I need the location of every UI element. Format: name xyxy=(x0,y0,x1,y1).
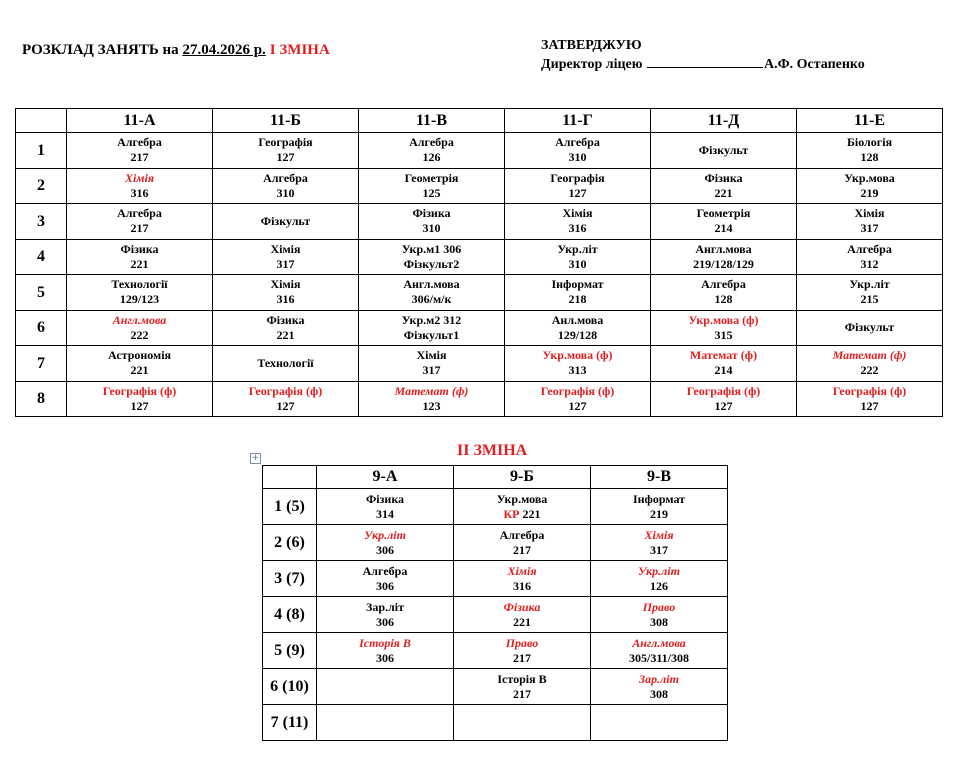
lesson-cell xyxy=(317,597,454,633)
room-number: 217 xyxy=(130,150,149,165)
room-number xyxy=(454,507,590,522)
lesson-number: 3 (7) xyxy=(263,561,317,597)
class-header: 9-Б xyxy=(454,466,591,489)
room-number: Фізкульт1 xyxy=(403,327,460,342)
lesson-cell xyxy=(67,381,213,417)
title-prefix: РОЗКЛАД ЗАНЯТЬ на xyxy=(22,42,183,58)
lesson-cell xyxy=(454,489,591,525)
lesson-cell xyxy=(317,561,454,597)
lesson-cell xyxy=(317,525,454,561)
room-number: 221 xyxy=(130,363,149,378)
subject-name: Геометрія xyxy=(696,206,751,221)
room-number: 221 xyxy=(276,327,295,342)
lesson-cell xyxy=(359,239,505,275)
test-marker: КР xyxy=(503,506,520,521)
lesson-cell xyxy=(213,310,359,346)
lesson-cell xyxy=(797,381,943,417)
lesson-cell xyxy=(213,381,359,417)
lesson-row xyxy=(16,168,943,204)
subject-name: Укр.м1 306 xyxy=(401,241,462,256)
lesson-cell xyxy=(454,525,591,561)
lesson-row xyxy=(16,275,943,311)
subject-name: Укр.мова xyxy=(844,170,895,185)
subject-name: Укр.м2 312 xyxy=(401,312,462,327)
lesson-number: 4 (8) xyxy=(263,597,317,633)
room-number: 127 xyxy=(276,398,295,413)
lesson-number: 3 xyxy=(16,204,67,240)
room-number: 317 xyxy=(276,256,295,271)
lesson-cell xyxy=(505,133,651,169)
lesson-cell xyxy=(359,168,505,204)
lesson-number: 4 xyxy=(16,239,67,275)
subject-name: Хімія xyxy=(270,277,301,292)
shift-2-label: ІІ ЗМІНА xyxy=(457,442,528,459)
room-number: 219 xyxy=(860,185,879,200)
room-number: 218 xyxy=(568,292,587,307)
room-number: 306 xyxy=(376,614,394,629)
room-number: 316 xyxy=(513,578,531,593)
lesson-cell xyxy=(651,381,797,417)
room-number: 317 xyxy=(650,542,668,557)
approve-title: ЗАТВЕРДЖУЮ xyxy=(541,38,642,53)
lesson-number: 2 xyxy=(16,168,67,204)
subject-name: Географія xyxy=(258,135,313,150)
subject-name: Анл.мова xyxy=(551,312,604,327)
subject-name: Технології xyxy=(111,277,168,292)
subject-name: Англ.мова xyxy=(112,312,167,327)
lesson-cell xyxy=(797,133,943,169)
subject-name: Укр.мова (ф) xyxy=(688,312,759,327)
lesson-number: 1 xyxy=(16,133,67,169)
subject-name: Географія (ф) xyxy=(686,383,761,398)
schedule-date: 27.04.2026 р. xyxy=(182,42,266,58)
lesson-cell xyxy=(317,669,454,705)
lesson-cell xyxy=(651,133,797,169)
room-number: 127 xyxy=(568,185,587,200)
lesson-cell xyxy=(359,133,505,169)
room-number: 217 xyxy=(513,650,531,665)
lesson-row xyxy=(16,239,943,275)
subject-name: Хімія xyxy=(562,206,593,221)
subject-name: Математ (ф) xyxy=(394,383,469,398)
subject-name: Фізика xyxy=(266,312,305,327)
room-number: 214 xyxy=(714,221,733,236)
class-header: 9-В xyxy=(591,466,728,489)
subject-name: Алгебра xyxy=(117,206,162,221)
lesson-cell xyxy=(651,204,797,240)
room-number: 127 xyxy=(714,398,733,413)
lesson-cell xyxy=(505,381,651,417)
room-number-value: 221 xyxy=(522,506,541,521)
lesson-cell xyxy=(797,310,943,346)
room-number: 221 xyxy=(513,614,531,629)
lesson-cell xyxy=(651,168,797,204)
lesson-cell xyxy=(213,168,359,204)
lesson-cell xyxy=(454,633,591,669)
subject-name: Алгебра xyxy=(555,135,600,150)
lesson-cell xyxy=(67,239,213,275)
room-number: 125 xyxy=(422,185,441,200)
lesson-row xyxy=(16,381,943,417)
subject-name: Історія В xyxy=(359,635,411,650)
subject-name: Хімія xyxy=(124,170,155,185)
lesson-row xyxy=(263,669,728,705)
lesson-row xyxy=(16,346,943,382)
room-number: 222 xyxy=(130,327,149,342)
room-number: 310 xyxy=(276,185,295,200)
lesson-cell xyxy=(359,346,505,382)
room-number: 316 xyxy=(568,221,587,236)
lesson-number: 5 xyxy=(16,275,67,311)
class-header: 11-А xyxy=(67,109,213,133)
subject-name: Хімія xyxy=(644,527,674,542)
lesson-cell xyxy=(454,597,591,633)
lesson-cell xyxy=(651,239,797,275)
lesson-cell xyxy=(797,168,943,204)
lesson-row xyxy=(16,133,943,169)
subject-name: Фізика xyxy=(704,170,743,185)
subject-name: Зар.літ xyxy=(366,599,404,614)
subject-name: Фізика xyxy=(412,206,451,221)
lesson-cell xyxy=(797,275,943,311)
room-number: 219/128/129 xyxy=(693,256,754,271)
lesson-cell xyxy=(505,239,651,275)
subject-name: Математ (ф) xyxy=(689,348,758,363)
room-number: 317 xyxy=(860,221,879,236)
approval-block xyxy=(541,37,865,74)
lesson-number: 8 xyxy=(16,381,67,417)
schedule-table-shift-1 xyxy=(15,108,943,417)
lesson-cell xyxy=(651,275,797,311)
room-number: 217 xyxy=(513,542,531,557)
lesson-row xyxy=(16,204,943,240)
lesson-cell xyxy=(797,204,943,240)
room-number: Фізкульт2 xyxy=(403,256,460,271)
header-corner-cell xyxy=(263,466,317,489)
lesson-cell xyxy=(359,381,505,417)
lesson-cell xyxy=(591,561,728,597)
lesson-cell xyxy=(359,204,505,240)
lesson-cell xyxy=(591,633,728,669)
lesson-cell xyxy=(317,705,454,741)
subject-name: Право xyxy=(505,635,539,650)
subject-name: Укр.літ xyxy=(849,277,890,292)
subject-name: Укр.літ xyxy=(557,241,598,256)
table1-header-row xyxy=(16,109,943,133)
room-number: 215 xyxy=(860,292,879,307)
subject-name: Географія (ф) xyxy=(102,383,177,398)
lesson-cell xyxy=(651,346,797,382)
room-number: 313 xyxy=(568,363,587,378)
room-number: 306/м/к xyxy=(411,292,452,307)
signature-line xyxy=(647,55,763,68)
subject-name: Алгебра xyxy=(263,170,308,185)
lesson-cell xyxy=(67,346,213,382)
lesson-number: 6 (10) xyxy=(263,669,317,705)
subject-name: Фізкульт xyxy=(260,213,311,228)
lesson-row xyxy=(16,310,943,346)
lesson-cell xyxy=(213,204,359,240)
lesson-cell xyxy=(67,275,213,311)
room-number: 129/123 xyxy=(119,292,160,307)
room-number: 315 xyxy=(714,327,733,342)
subject-name: Інформат xyxy=(632,491,686,506)
room-number: 317 xyxy=(422,363,441,378)
room-number: 127 xyxy=(130,398,149,413)
lesson-cell xyxy=(67,204,213,240)
room-number: 305/311/308 xyxy=(628,650,689,665)
director-label: Директор ліцею xyxy=(541,57,643,72)
subject-name: Фізика xyxy=(120,241,159,256)
subject-name: Географія (ф) xyxy=(248,383,323,398)
room-number: 126 xyxy=(650,578,668,593)
room-number: 128 xyxy=(714,292,733,307)
subject-name: Право xyxy=(642,599,676,614)
subject-name: Інформат xyxy=(551,277,604,292)
subject-name: Математ (ф) xyxy=(832,348,907,363)
class-header: 11-Г xyxy=(505,109,651,133)
subject-name: Географія (ф) xyxy=(832,383,907,398)
subject-name: Англ.мова xyxy=(403,277,460,292)
lesson-row xyxy=(263,597,728,633)
class-header: 11-В xyxy=(359,109,505,133)
subject-name: Алгебра xyxy=(701,277,746,292)
lesson-cell xyxy=(505,204,651,240)
class-header: 9-А xyxy=(317,466,454,489)
schedule-table-shift-2 xyxy=(262,465,728,741)
shift-1-label: І ЗМІНА xyxy=(269,42,330,58)
lesson-cell xyxy=(454,561,591,597)
class-header: 11-Е xyxy=(797,109,943,133)
lesson-number: 1 (5) xyxy=(263,489,317,525)
lesson-cell xyxy=(505,310,651,346)
subject-name: Англ.мова xyxy=(632,635,686,650)
lesson-cell xyxy=(67,168,213,204)
room-number: 314 xyxy=(376,506,394,521)
room-number: 306 xyxy=(376,578,394,593)
room-number: 123 xyxy=(422,398,441,413)
table2-header-row xyxy=(263,466,728,489)
subject-name: Фізкульт xyxy=(844,320,895,335)
subject-name: Фізика xyxy=(365,491,405,506)
schedule-title xyxy=(22,42,330,59)
subject-name: Фізкульт xyxy=(698,142,749,157)
subject-name: Укр.мова (ф) xyxy=(542,348,613,363)
lesson-cell xyxy=(359,275,505,311)
subject-name: Алгебра xyxy=(847,241,892,256)
subject-name: Укр.літ xyxy=(364,527,406,542)
subject-name: Алгебра xyxy=(117,135,162,150)
lesson-cell xyxy=(317,633,454,669)
lesson-cell xyxy=(359,310,505,346)
subject-name: Зар.літ xyxy=(639,671,679,686)
lesson-cell xyxy=(591,489,728,525)
subject-name: Алгебра xyxy=(362,563,408,578)
room-number: 222 xyxy=(860,363,879,378)
lesson-row xyxy=(263,705,728,741)
subject-name: Географія xyxy=(550,170,605,185)
lesson-cell xyxy=(317,489,454,525)
lesson-cell xyxy=(591,669,728,705)
room-number: 126 xyxy=(422,150,441,165)
lesson-cell xyxy=(797,346,943,382)
subject-name: Алгебра xyxy=(409,135,454,150)
room-number: 316 xyxy=(130,185,149,200)
room-number: 127 xyxy=(568,398,587,413)
subject-name: Укр.мова xyxy=(496,491,548,506)
subject-name: Англ.мова xyxy=(695,241,752,256)
room-number: 214 xyxy=(714,363,733,378)
lesson-cell xyxy=(505,168,651,204)
lesson-cell xyxy=(591,525,728,561)
director-line xyxy=(541,55,865,74)
lesson-cell xyxy=(591,705,728,741)
room-number: 217 xyxy=(513,686,531,701)
room-number: 308 xyxy=(650,614,668,629)
lesson-cell xyxy=(505,275,651,311)
room-number: 127 xyxy=(860,398,879,413)
lesson-cell xyxy=(213,133,359,169)
lesson-number: 7 xyxy=(16,346,67,382)
room-number: 221 xyxy=(130,256,149,271)
subject-name: Біологія xyxy=(846,135,893,150)
subject-name: Хімія xyxy=(416,348,447,363)
class-header: 11-Д xyxy=(651,109,797,133)
lesson-row xyxy=(263,525,728,561)
subject-name: Алгебра xyxy=(499,527,545,542)
subject-name: Технології xyxy=(257,355,314,370)
lesson-cell xyxy=(454,705,591,741)
class-header: 11-Б xyxy=(213,109,359,133)
room-number: 219 xyxy=(650,506,668,521)
lesson-row xyxy=(263,489,728,525)
subject-name: Фізика xyxy=(503,599,541,614)
lesson-cell xyxy=(67,133,213,169)
room-number: 129/128 xyxy=(557,327,598,342)
lesson-number: 2 (6) xyxy=(263,525,317,561)
lesson-row xyxy=(263,633,728,669)
subject-name: Укр.літ xyxy=(638,563,680,578)
lesson-cell xyxy=(797,239,943,275)
lesson-cell xyxy=(213,239,359,275)
lesson-row xyxy=(263,561,728,597)
header-corner-cell xyxy=(16,109,67,133)
room-number: 316 xyxy=(276,292,295,307)
room-number: 310 xyxy=(568,150,587,165)
lesson-number: 5 (9) xyxy=(263,633,317,669)
room-number: 217 xyxy=(130,221,149,236)
room-number: 306 xyxy=(376,650,394,665)
lesson-number: 7 (11) xyxy=(263,705,317,741)
room-number: 221 xyxy=(714,185,733,200)
lesson-cell xyxy=(591,597,728,633)
lesson-cell xyxy=(213,346,359,382)
subject-name: Хімія xyxy=(854,206,885,221)
lesson-cell xyxy=(651,310,797,346)
subject-name: Географія (ф) xyxy=(540,383,615,398)
subject-name: Геометрія xyxy=(404,170,459,185)
lesson-cell xyxy=(454,669,591,705)
lesson-cell xyxy=(213,275,359,311)
room-number: 128 xyxy=(860,150,879,165)
lesson-cell xyxy=(67,310,213,346)
room-number: 306 xyxy=(376,542,394,557)
room-number: 310 xyxy=(422,221,441,236)
subject-name: Хімія xyxy=(507,563,537,578)
lesson-cell xyxy=(505,346,651,382)
room-number: 308 xyxy=(650,686,668,701)
table-move-handle-icon[interactable]: + xyxy=(251,453,260,463)
subject-name: Хімія xyxy=(270,241,301,256)
director-name: А.Ф. Остапенко xyxy=(763,57,865,72)
subject-name: Астрономія xyxy=(107,348,172,363)
room-number: 310 xyxy=(568,256,587,271)
room-number: 312 xyxy=(860,256,879,271)
lesson-number: 6 xyxy=(16,310,67,346)
subject-name: Історія В xyxy=(497,671,547,686)
room-number: 127 xyxy=(276,150,295,165)
